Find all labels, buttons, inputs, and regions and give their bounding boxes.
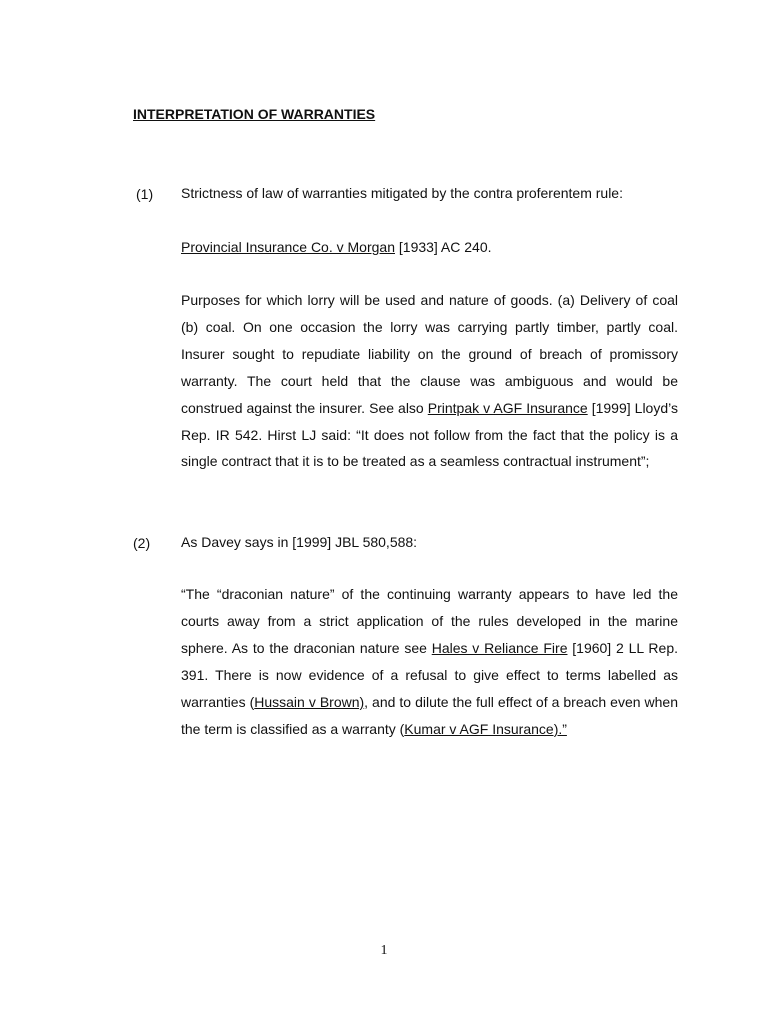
item-1-body (181, 287, 678, 475)
item-1-heading: Strictness of law of warranties mitigated by the contra proferentem rule: (181, 185, 623, 201)
item-1-number: (1) (136, 186, 154, 202)
quote-text-3: , and to dilute the full effect of a breach even when the term is classified as a warranty ( (181, 693, 678, 737)
page-number: 1 (380, 943, 388, 958)
quote-text: “The “draconian nature” of the continuing warranty appears to have led the courts away from a strict application of the rules developed in the marine sphere. As to the draconian nature see (181, 586, 678, 656)
case-name-provincial-insurance: Provincial Insurance Co. v Morgan (181, 239, 395, 255)
case-name-hales: Hales v Reliance Fire (431, 639, 568, 656)
item-2-quote (181, 581, 678, 742)
item-2-number: (2) (133, 535, 151, 551)
document-title: INTERPRETATION OF WARRANTIES (133, 106, 376, 122)
item-2-heading: As Davey says in [1999] JBL 580,588: (181, 534, 418, 550)
item-1-case-reference (181, 234, 678, 261)
case-name-kumar: Kumar v AGF Insurance).” (404, 720, 567, 737)
quote-text-2: [1960] 2 LL Rep. 391. There is now evidence of a refusal to give effect to terms labelled as warranties ( (181, 639, 678, 710)
case-citation: [1933] AC 240. (395, 239, 492, 255)
item-1-body-text: Purposes for which lorry will be used and nature of goods. (a) Delivery of coal (b) coal. On one occasion the lorry was carrying partly timber, partly coal. Insurer sought to repudiate liability on the ground of breach of promissory warranty. The court held that the clause was ambiguous and would be construed against the insurer. See also (181, 292, 678, 416)
item-1-body-text-cont: [1999] Lloyd’s Rep. IR 542. Hirst LJ said: “It does not follow from the fact that the policy is a single contract that it is to be treated as a seamless contractual instrument”; (181, 399, 678, 470)
case-name-printpak: Printpak v AGF Insurance (427, 399, 588, 416)
case-name-hussain: Hussain v Brown) (254, 693, 365, 710)
